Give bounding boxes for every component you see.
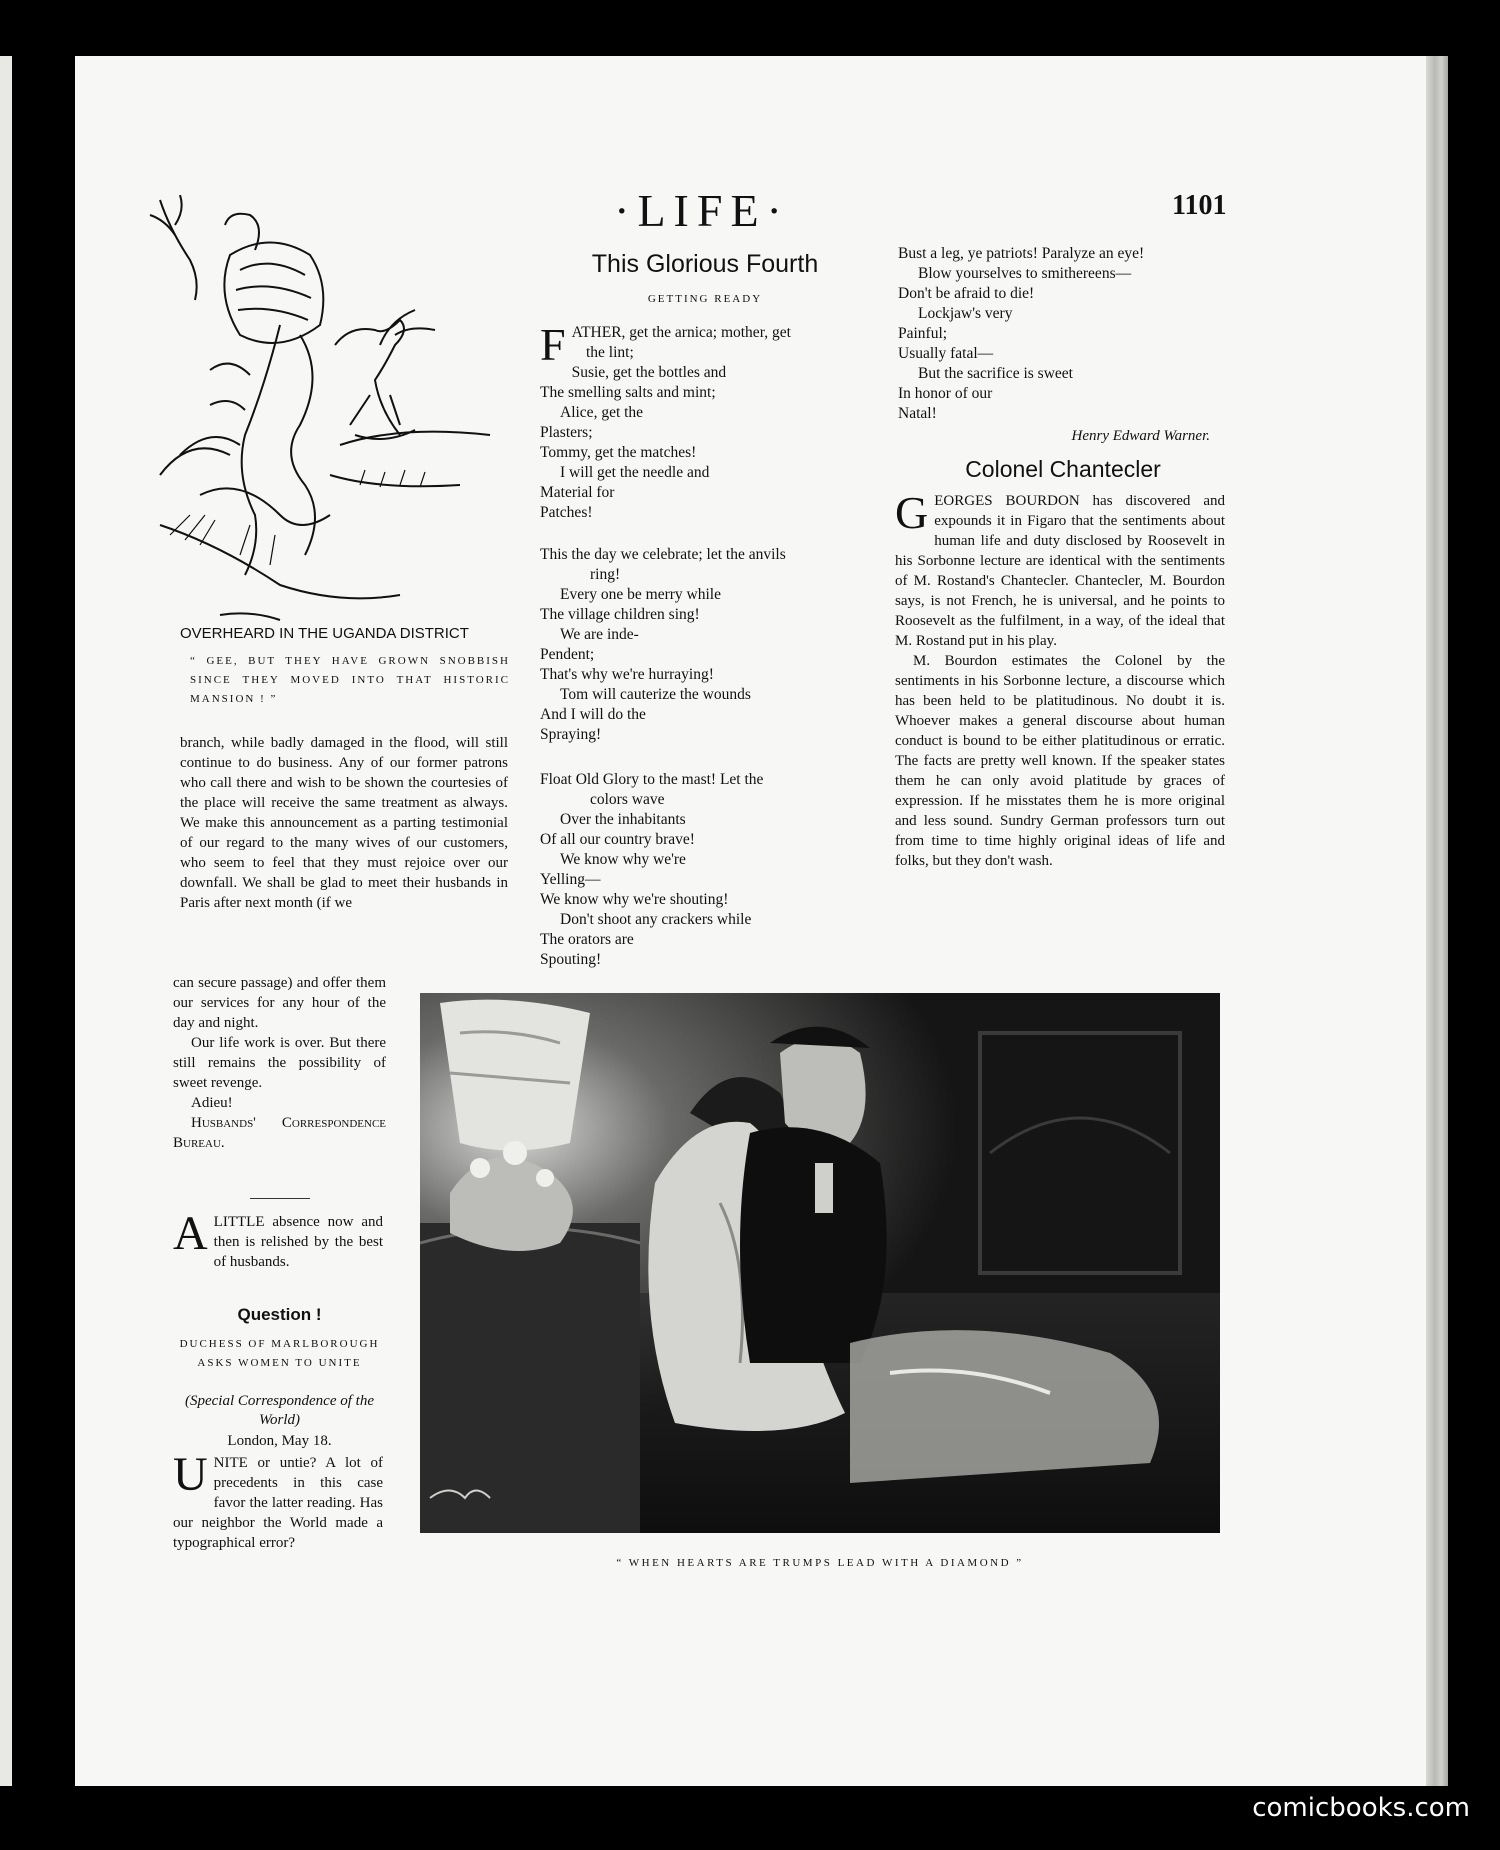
poem-stanza-1 xyxy=(540,319,870,523)
poem-line: Of all our country brave! xyxy=(540,831,695,848)
poem-line: Don't shoot any crackers while xyxy=(560,911,752,928)
poem-line: Usually fatal— xyxy=(898,345,994,362)
poem-line: Every one be merry while xyxy=(560,586,721,603)
poem-line: Blow yourselves to smithereens— xyxy=(918,265,1132,282)
poem-stanza-3 xyxy=(540,770,870,970)
drop-cap-u: U xyxy=(173,1448,208,1501)
drop-cap-g: G xyxy=(895,487,929,538)
poem-line: We are inde- xyxy=(560,626,639,643)
divider-rule xyxy=(250,1198,310,1199)
poem-line: The orators are xyxy=(540,931,634,948)
question-body xyxy=(173,1448,383,1553)
poem-line: Material for xyxy=(540,484,615,501)
drop-cap-a: A xyxy=(173,1207,208,1260)
poem-line: Alice, get the xyxy=(560,404,644,421)
poem-line: Spouting! xyxy=(540,951,602,968)
poem-stanza-4 xyxy=(898,244,1228,424)
poem-line: Yelling— xyxy=(540,871,601,888)
question-source: (Special Correspondence of the World) xyxy=(185,1393,374,1428)
poem-line: This the day we celebrate; let the anvils xyxy=(540,546,786,563)
poem-line: Bust a leg, ye patriots! Paralyze an eye! xyxy=(898,245,1145,262)
bureau-signature: Husbands' Correspondence Bureau. xyxy=(173,1115,386,1151)
chantecler-para-2: M. Bourdon estimates the Colonel by the sentiments in his Sorbonne lecture, a discourse which has been held to be platitudinous. No doubt it is. Whoever makes a general discourse about human conduct is bound to be either platitudinous or erratic. The facts are pretty well known. If the speaker states them he can only avoid platitude by graces of expression. If he misstates them he is more original and less sound. Sundry German professors turn out from time to time highly original ideas of life and folks, but they don't wash. xyxy=(895,653,1225,869)
poem-line: Painful; xyxy=(898,325,948,342)
poem-line: Don't be afraid to die! xyxy=(898,285,1035,302)
bureau-paragraph-cont: can secure passage) and offer them our services for any hour of the day and night. xyxy=(173,975,386,1031)
poem-title: This Glorious Fourth xyxy=(591,250,819,278)
chantecler-title: Colonel Chantecler xyxy=(965,456,1161,482)
poem-line: In honor of our xyxy=(898,385,993,402)
bureau-paragraph: branch, while badly damaged in the flood, will still continue to do business. Any of our former patrons who call there and wish to be shown the courtesies of the place will receive the same treatment as always. We make this announcement as a parting testimonial of our regard to the many wives of our customers, who seem to feel that they must rejoice over our downfall. We shall be glad to meet their husbands in Paris after next month (if we xyxy=(180,735,508,911)
poem-line: Natal! xyxy=(898,405,937,422)
poem-line: Lockjaw's very xyxy=(918,305,1013,322)
poem-line: Over the inhabitants xyxy=(560,811,686,828)
cartoon-quote: “ GEE, BUT THEY HAVE GROWN SNOBBISH SINCE THEY MOVED INTO THAT HISTORIC MANSION ! ” xyxy=(190,655,510,705)
poem-line: That's why we're hurraying! xyxy=(540,666,714,683)
question-text: NITE or untie? A lot of precedents in this case favor the latter reading. Has our neighbor the World made a typographical error? xyxy=(173,1455,383,1551)
poem-line: The smelling salts and mint; xyxy=(540,384,716,401)
poem-line: We know why we're shouting! xyxy=(540,891,729,908)
poem-line: Tom will cauterize the wounds xyxy=(560,686,751,703)
bureau-text-lower xyxy=(173,973,386,1153)
right-page-edge xyxy=(1426,56,1448,1786)
question-headline: DUCHESS OF MARLBOROUGH ASKS WOMEN TO UNITE xyxy=(179,1338,380,1369)
poem-line: Tommy, get the matches! xyxy=(540,444,697,461)
poem-line: the lint; xyxy=(586,344,634,361)
page-number: 1101 xyxy=(1172,190,1227,221)
chantecler-para-1: EORGES BOURDON has discovered and expounds it in Figaro that the sentiments about human life and duty disclosed by Roosevelt in his Sorbonne lecture are identical with the sentiments of M. Rostand's Chantecler. Chantecler, M. Bourdon says, is not French, he is universal, and he points to Roosevelt as the fulfilment, in a way, of the ideal that M. Rostand put in his play. xyxy=(895,493,1225,649)
poem-line: Susie, get the bottles and xyxy=(571,364,727,381)
question-title: Question ! xyxy=(237,1305,322,1324)
poem-author: Henry Edward Warner. xyxy=(1071,428,1210,444)
poem-line: But the sacrifice is sweet xyxy=(918,365,1073,382)
bureau-adieu: Adieu! xyxy=(191,1095,233,1111)
poem-line: Spraying! xyxy=(540,726,602,743)
masthead: ·LIFE· xyxy=(614,185,790,236)
bureau-paragraph-life: Our life work is over. But there still remains the possibility of sweet revenge. xyxy=(173,1035,386,1091)
poem-line: Pendent; xyxy=(540,646,595,663)
question-dateline: London, May 18. xyxy=(227,1433,332,1449)
illustration-caption: “ WHEN HEARTS ARE TRUMPS LEAD WITH A DIAMOND ” xyxy=(616,1557,1024,1569)
uganda-cartoon-illustration xyxy=(140,195,525,625)
poem-line: colors wave xyxy=(590,791,665,808)
bureau-text-upper xyxy=(180,733,508,913)
absence-item xyxy=(173,1207,383,1272)
poem-line: And I will do the xyxy=(540,706,646,723)
poem-line: The village children sing! xyxy=(540,606,700,623)
poem-line: Plasters; xyxy=(540,424,593,441)
poem-line: I will get the needle and xyxy=(560,464,710,481)
hearts-trumps-illustration xyxy=(420,993,1220,1533)
chantecler-article xyxy=(895,487,1225,871)
left-page-edge xyxy=(0,56,12,1786)
cartoon-caption: OVERHEARD IN THE UGANDA DISTRICT xyxy=(180,625,469,642)
poem-stanza-2 xyxy=(540,545,870,745)
drop-cap-f: F xyxy=(540,319,566,370)
site-watermark: comicbooks.com xyxy=(1252,1793,1470,1823)
poem-subtitle: GETTING READY xyxy=(647,293,763,305)
poem-line: ATHER, get the arnica; mother, get xyxy=(571,324,791,341)
poem-line: We know why we're xyxy=(560,851,686,868)
poem-line: ring! xyxy=(590,566,621,583)
poem-line: Float Old Glory to the mast! Let the xyxy=(540,771,764,788)
absence-text: LITTLE absence now and then is relished by the best of husbands. xyxy=(213,1214,383,1270)
poem-line: Patches! xyxy=(540,504,593,521)
